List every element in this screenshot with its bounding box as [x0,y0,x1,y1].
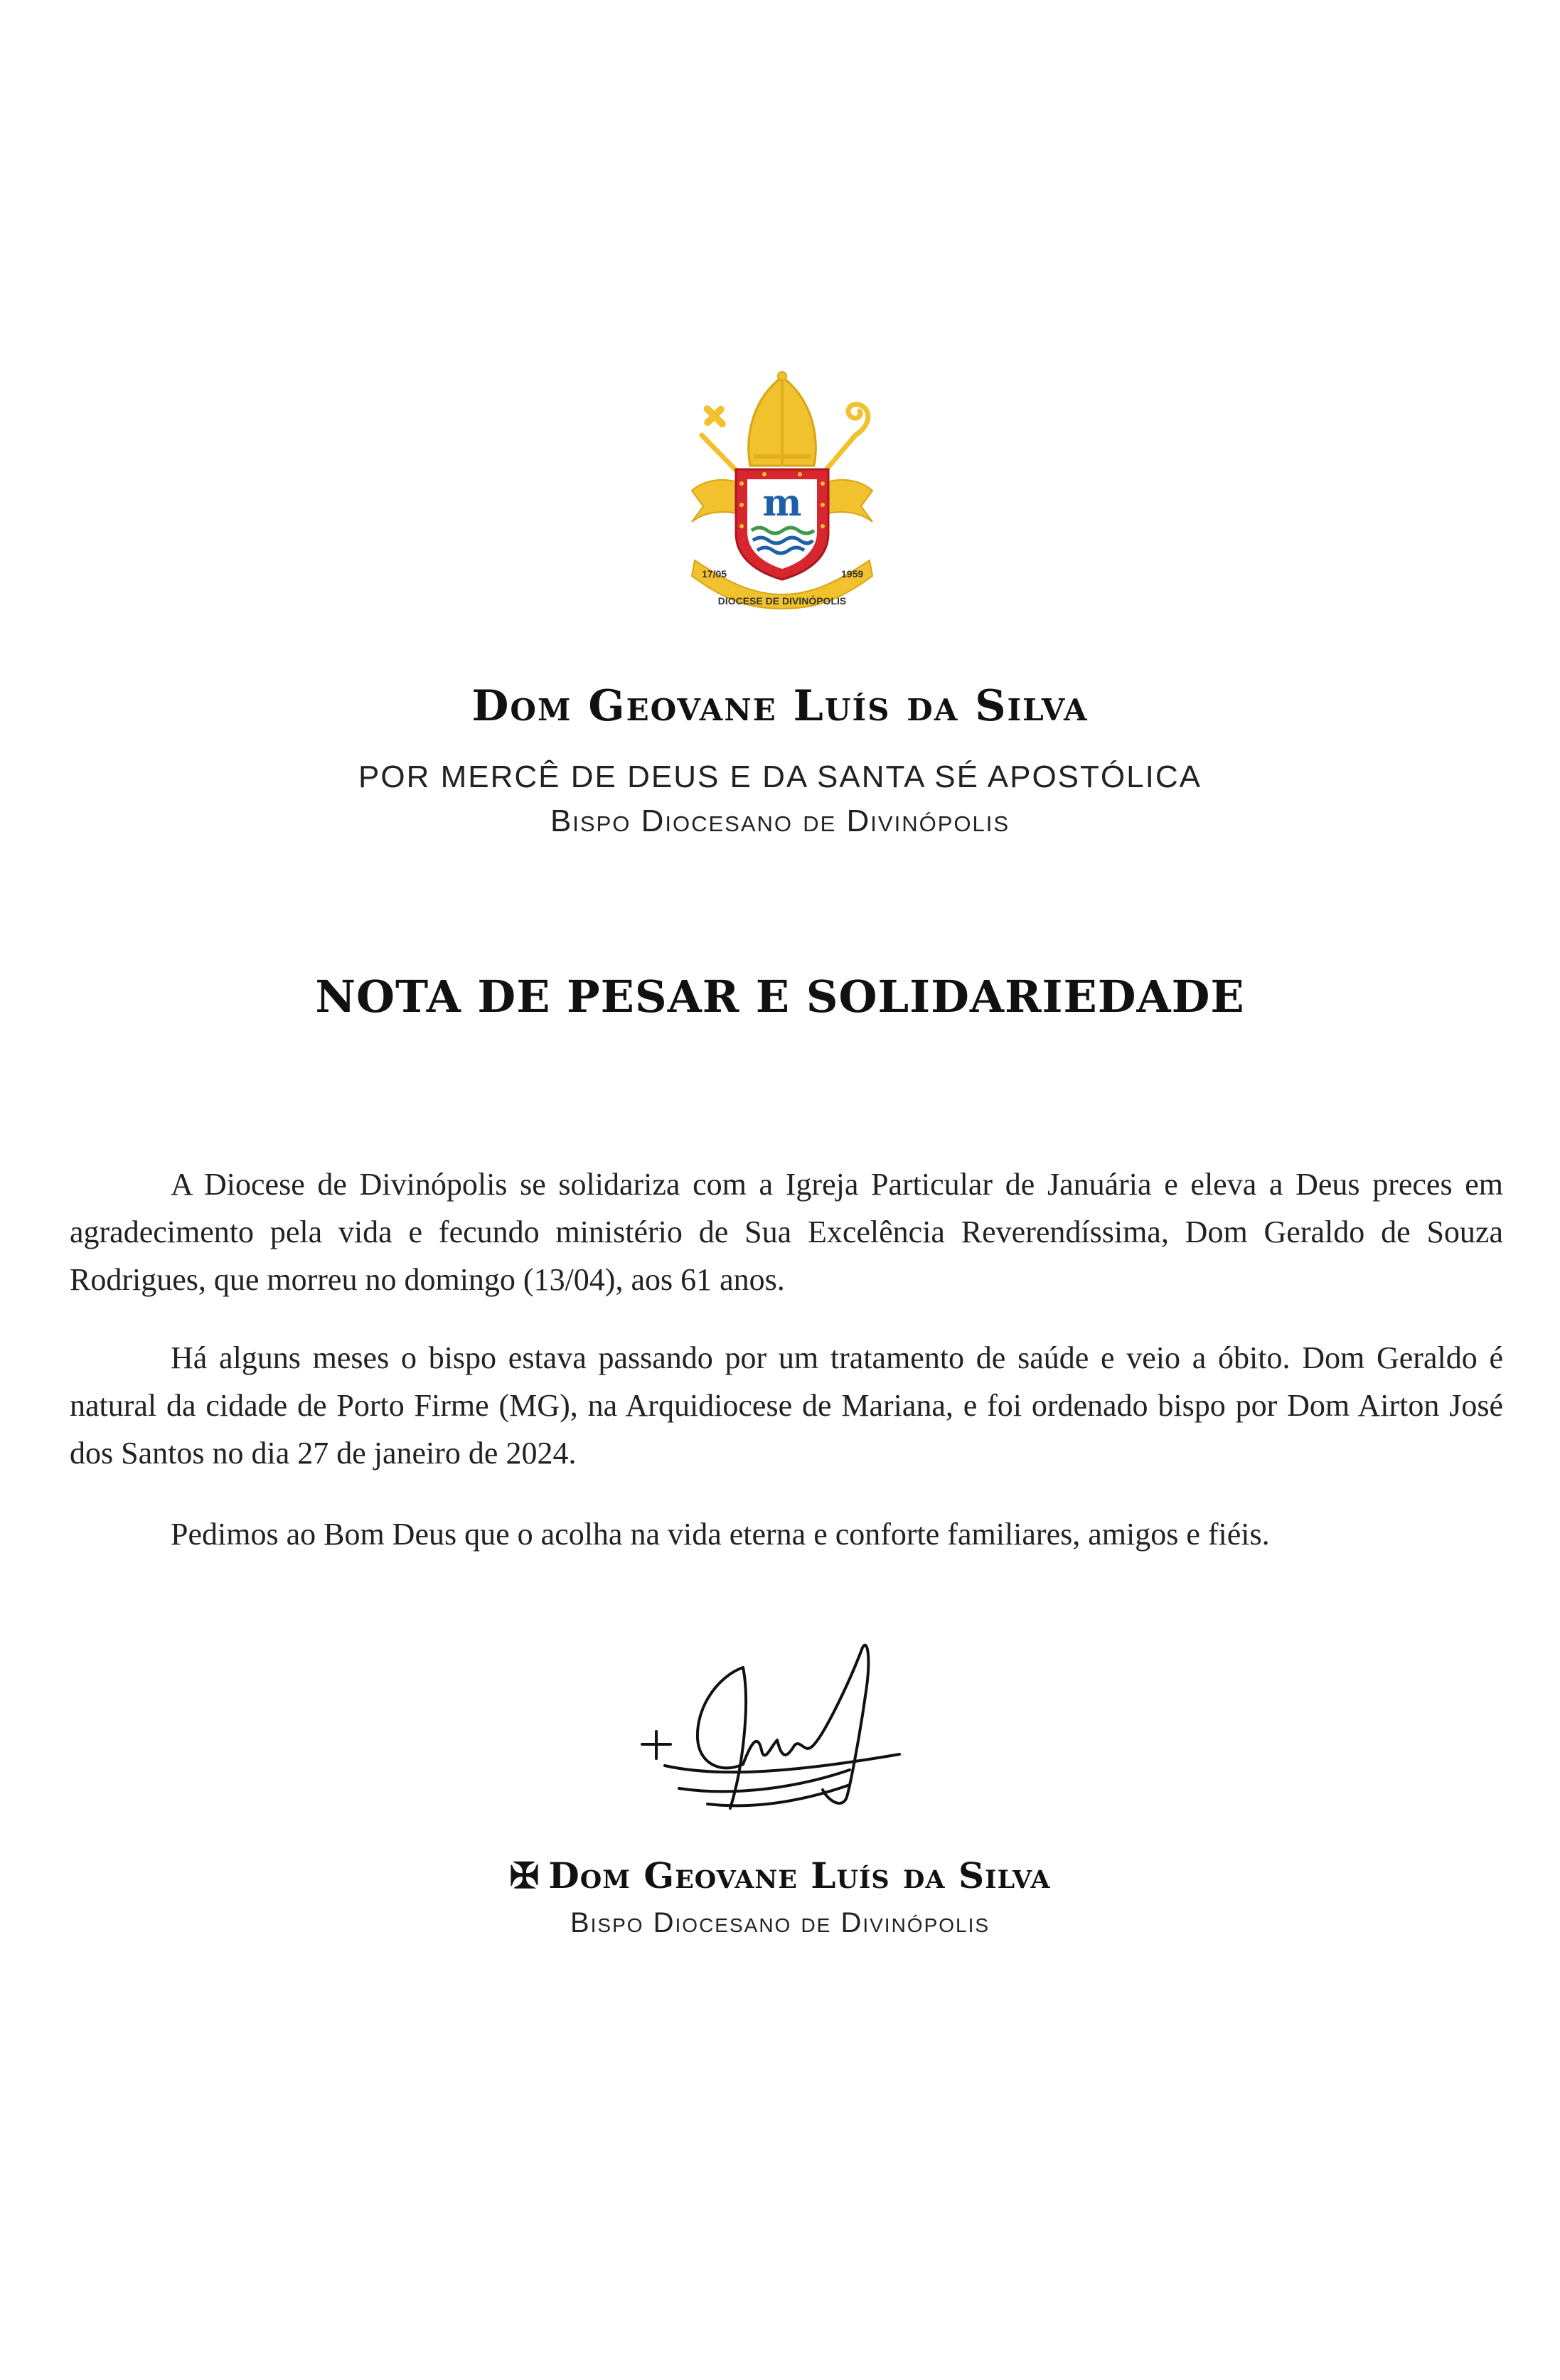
body-paragraph-1: A Diocese de Divinópolis se solidariza com a Igreja Particular de Januária e eleva a Deus preces em agradecimento pela vida e fecundo ministério de Sua Excelência Reverendíssima, Dom Geraldo de Souza Rodrigues, que morreu no domingo (13/04), aos 61 anos. [70,1167,1503,1297]
ribbon-right-text: 1959 [841,568,864,580]
signatory-name-text: Dom Geovane Luís da Silva [548,1855,1051,1896]
document-title: NOTA DE PESAR E SOLIDARIEDADE [315,971,1245,1023]
diocese-coat-of-arms-icon [686,370,878,612]
ribbon-left-text: 17/05 [702,568,727,580]
signatory-role: Bispo Diocesano de Divinópolis [570,1907,990,1938]
body-paragraph-3: Pedimos ao Bom Deus que o acolha na vida eterna e conforte familiares, amigos e fiéis. [171,1517,1270,1552]
body-paragraph-2: Há alguns meses o bispo estava passando por um tratamento de saúde e veio a óbito. Dom Geraldo é natural da cidade de Porto Firme (MG), na Arquidiocese de Mariana, e foi ordenado bispo por Dom Airton José dos Santos no dia 27 de janeiro de 2024. [70,1340,1503,1471]
signatory-name [0,1855,1560,1896]
ribbon-motto-text: DIOCESE DE DIVINÓPOLIS [717,595,847,607]
bishop-subtitle-line2: Bispo Diocesano de Divinópolis [550,804,1010,838]
maltese-cross-icon: ✠ [509,1855,540,1896]
bishop-name-heading: Dom Geovane Luís da Silva [471,681,1089,731]
bishop-subtitle-line1: POR MERCÊ DE DEUS E DA SANTA SÉ APOSTÓLICA [358,759,1202,794]
svg-text:m: m [762,481,802,525]
handwritten-signature-icon [636,1639,935,1838]
